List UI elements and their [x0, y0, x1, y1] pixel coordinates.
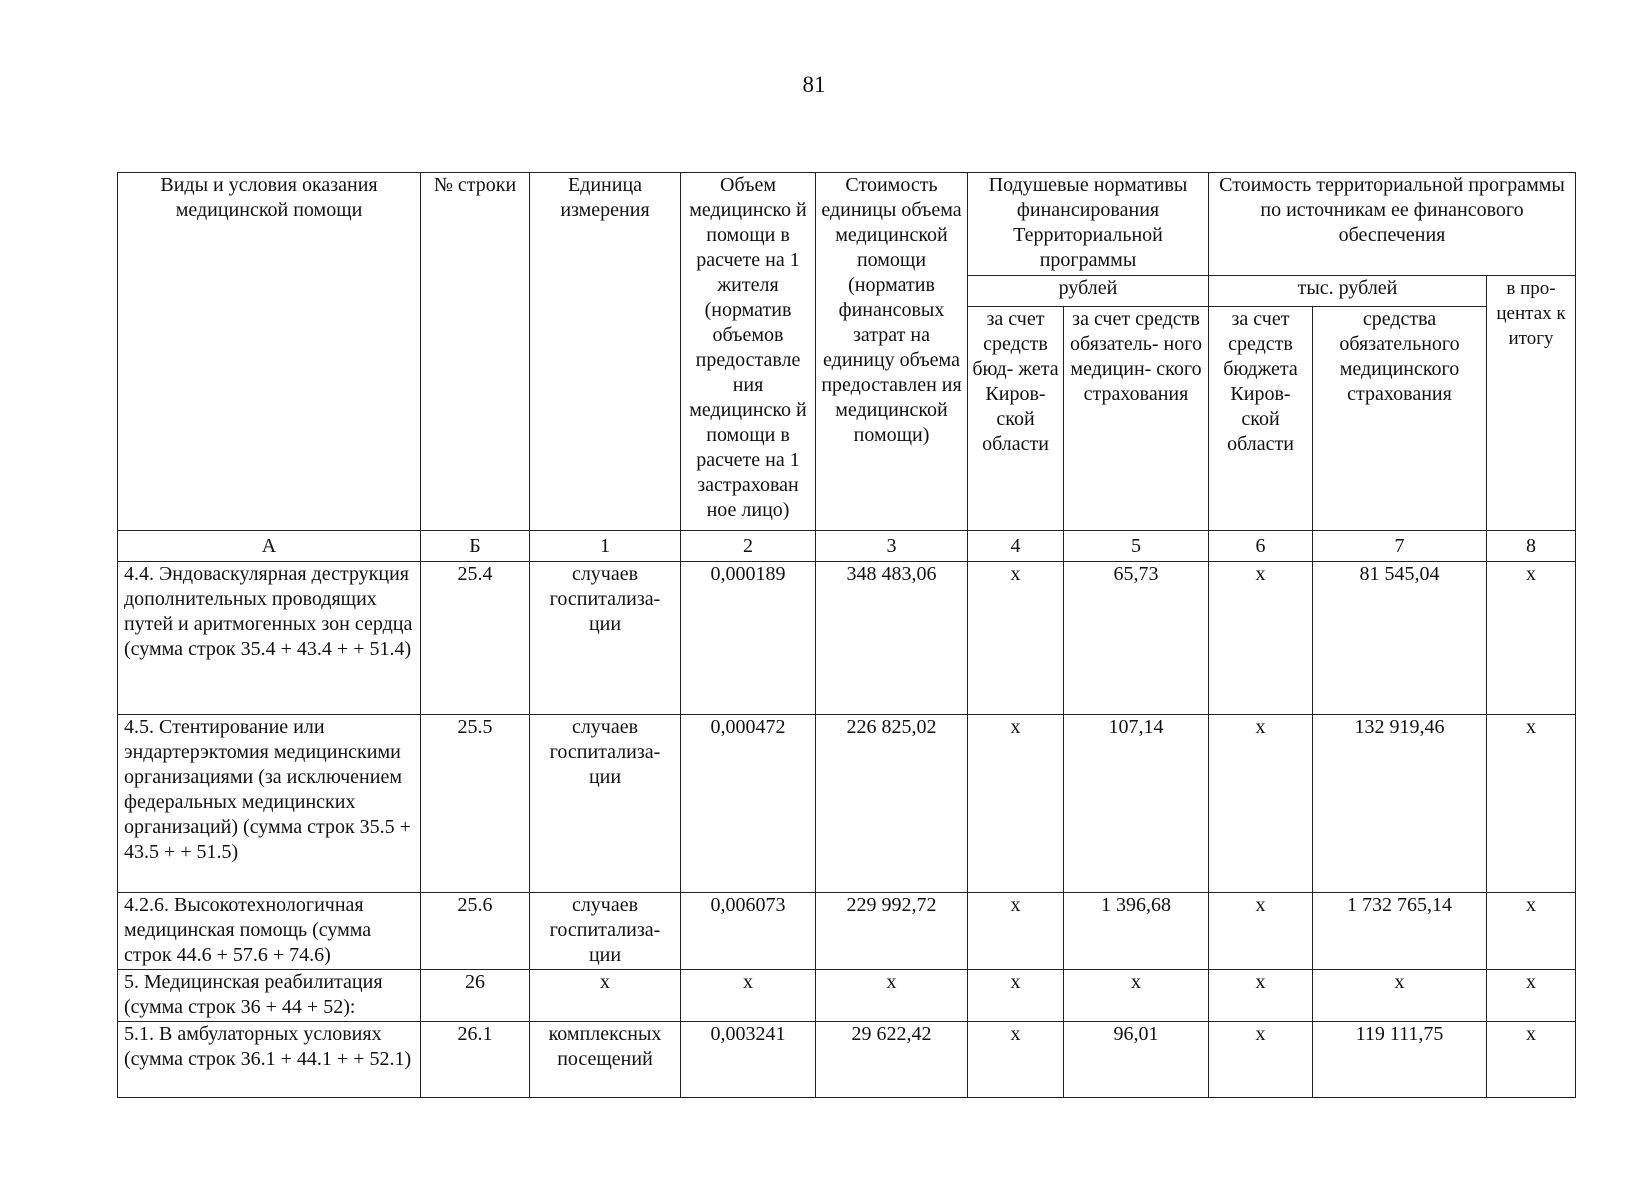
table-row: [118, 893, 1576, 970]
row-c7: 119 111,75: [1313, 1022, 1487, 1098]
index-cell: 7: [1313, 531, 1487, 562]
table-row: [118, 1022, 1576, 1098]
header-unit-thous: тыс. рублей: [1209, 276, 1487, 307]
row-volume: 0,003241: [681, 1022, 816, 1098]
row-cost: 226 825,02: [816, 715, 968, 893]
row-unit: случаев госпитализа- ции: [530, 893, 681, 970]
table-row: [118, 715, 1576, 893]
table-row: [118, 562, 1576, 715]
row-c7: х: [1313, 970, 1487, 1022]
row-c6: х: [1209, 1022, 1313, 1098]
row-name: 4.4. Эндоваскулярная деструкция дополнительных проводящих путей и аритмогенных зон сердца (сумма строк 35.4 + 43.4 + + 51.4): [118, 562, 421, 715]
table-row: [118, 970, 1576, 1022]
index-cell: 8: [1487, 531, 1576, 562]
index-cell: 5: [1064, 531, 1209, 562]
header-col-6: за счет средств бюджета Киров- ской области: [1209, 307, 1313, 531]
index-cell: Б: [421, 531, 530, 562]
row-name: 5. Медицинская реабилитация (сумма строк 36 + 44 + 52):: [118, 970, 421, 1022]
row-line: 25.5: [421, 715, 530, 893]
index-cell: 4: [968, 531, 1064, 562]
header-col-7: средства обязательного медицинского страхования: [1313, 307, 1487, 531]
row-name: 4.5. Стентирование или эндартерэктомия медицинскими организациями (за исключением федеральных медицинских организаций) (сумма строк 35.5 + 43.5 + + 51.5): [118, 715, 421, 893]
budget-table: [117, 172, 1576, 1098]
page-number: 81: [802, 72, 826, 97]
row-c5: 107,14: [1064, 715, 1209, 893]
row-c5: 96,01: [1064, 1022, 1209, 1098]
row-cost: х: [816, 970, 968, 1022]
row-c4: х: [968, 715, 1064, 893]
index-cell: 2: [681, 531, 816, 562]
row-volume: 0,000189: [681, 562, 816, 715]
index-cell: 1: [530, 531, 681, 562]
row-unit: х: [530, 970, 681, 1022]
row-c8: х: [1487, 1022, 1576, 1098]
index-cell: 6: [1209, 531, 1313, 562]
row-c6: х: [1209, 562, 1313, 715]
header-col-5: за счет средств обязатель- ного медицин- ского страхования: [1064, 307, 1209, 531]
row-name: 5.1. В амбулаторных условиях (сумма строк 36.1 + 44.1 + + 52.1): [118, 1022, 421, 1098]
header-unit-rub: рублей: [968, 276, 1209, 307]
row-line: 25.4: [421, 562, 530, 715]
row-cost: 348 483,06: [816, 562, 968, 715]
row-c5: х: [1064, 970, 1209, 1022]
row-name: 4.2.6. Высокотехнологичная медицинская помощь (сумма строк 44.6 + 57.6 + 74.6): [118, 893, 421, 970]
row-unit: случаев госпитализа- ции: [530, 715, 681, 893]
row-c5: 1 396,68: [1064, 893, 1209, 970]
header-col-b: № строки: [421, 173, 530, 531]
row-volume: 0,006073: [681, 893, 816, 970]
row-c8: х: [1487, 562, 1576, 715]
header-col-1: Единица измерения: [530, 173, 681, 531]
row-c8: х: [1487, 893, 1576, 970]
header-col-2: Объем медицинско й помощи в расчете на 1 жителя (норматив объемов предоставле ния медицинско й помощи в расчете на 1 застрахован ное лицо): [681, 173, 816, 531]
index-row: [118, 531, 1576, 562]
row-c5: 65,73: [1064, 562, 1209, 715]
row-c7: 81 545,04: [1313, 562, 1487, 715]
row-c7: 132 919,46: [1313, 715, 1487, 893]
row-unit: комплексных посещений: [530, 1022, 681, 1098]
row-c4: х: [968, 970, 1064, 1022]
row-volume: 0,000472: [681, 715, 816, 893]
row-c6: х: [1209, 715, 1313, 893]
row-c6: х: [1209, 893, 1313, 970]
row-cost: 29 622,42: [816, 1022, 968, 1098]
header-group-norms: Подушевые нормативы финансирования Территориальной программы: [968, 173, 1209, 276]
row-volume: х: [681, 970, 816, 1022]
row-c8: х: [1487, 715, 1576, 893]
row-line: 25.6: [421, 893, 530, 970]
row-line: 26.1: [421, 1022, 530, 1098]
header-col-4: за счет средств бюд- жета Киров- ской области: [968, 307, 1064, 531]
row-c4: х: [968, 562, 1064, 715]
index-cell: 3: [816, 531, 968, 562]
row-cost: 229 992,72: [816, 893, 968, 970]
row-c4: х: [968, 893, 1064, 970]
header-group-cost: Стоимость территориальной программы по источникам ее финансового обеспечения: [1209, 173, 1576, 276]
row-c6: х: [1209, 970, 1313, 1022]
row-c4: х: [968, 1022, 1064, 1098]
row-line: 26: [421, 970, 530, 1022]
row-c7: 1 732 765,14: [1313, 893, 1487, 970]
header-col-8: в про- центах к итогу: [1487, 276, 1576, 531]
index-cell: А: [118, 531, 421, 562]
row-c8: х: [1487, 970, 1576, 1022]
header-col-a: Виды и условия оказания медицинской помощи: [118, 173, 421, 531]
header-col-3: Стоимость единицы объема медицинской помощи (норматив финансовых затрат на единицу объема предоставлен ия медицинской помощи): [816, 173, 968, 531]
row-unit: случаев госпитализа- ции: [530, 562, 681, 715]
